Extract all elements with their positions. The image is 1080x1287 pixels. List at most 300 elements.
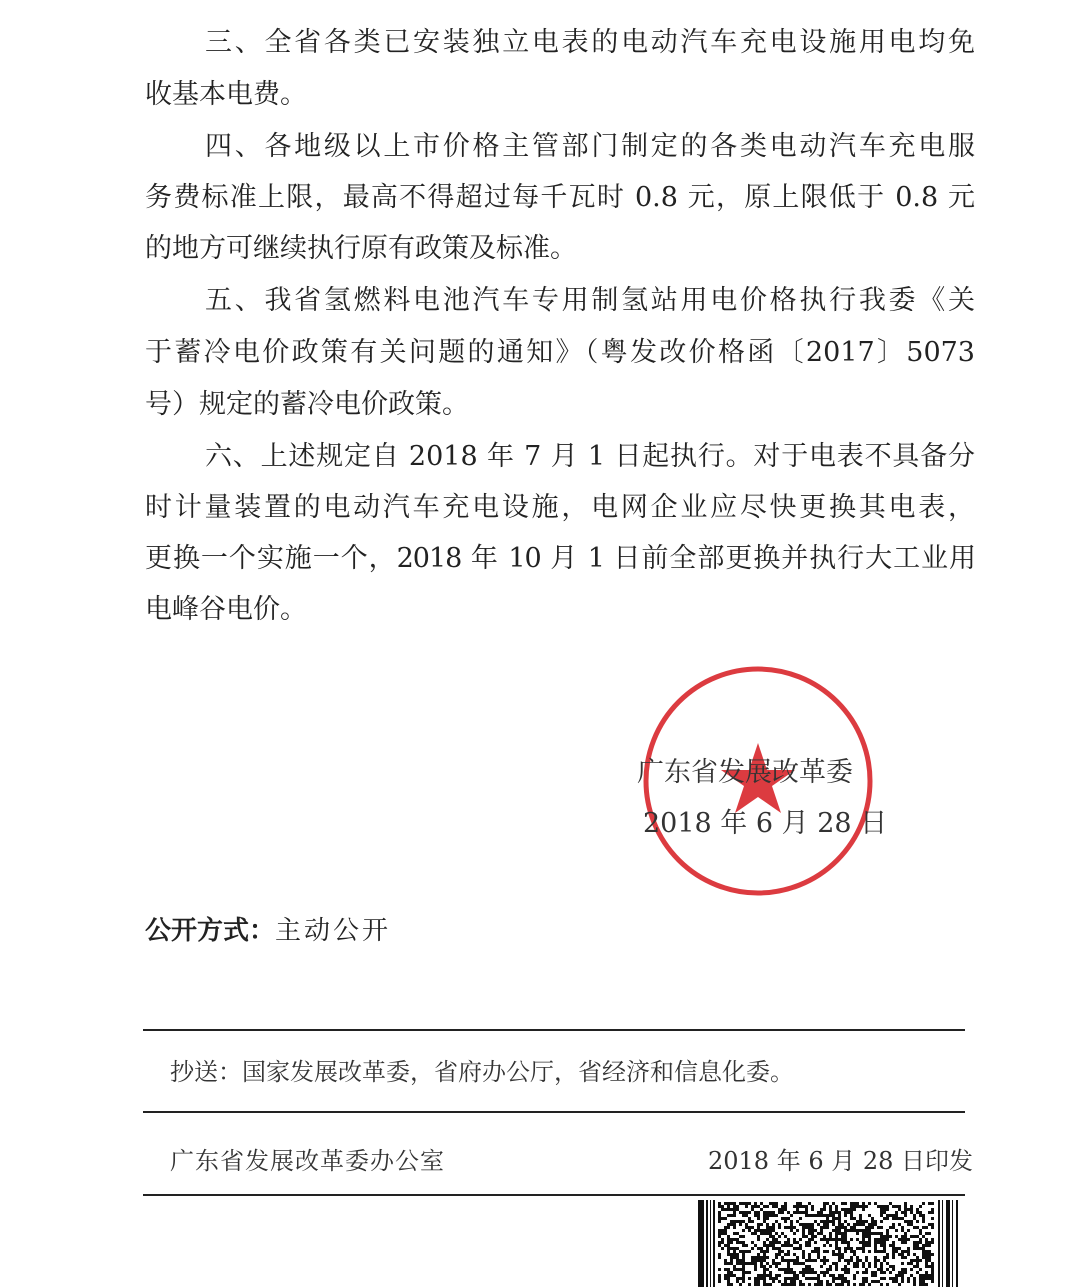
barcode-module [865, 1235, 868, 1238]
barcode-module [820, 1271, 823, 1274]
barcode-module [925, 1253, 928, 1256]
barcode-module [823, 1205, 826, 1208]
barcode-module [769, 1277, 772, 1280]
barcode-module [805, 1265, 808, 1268]
barcode-module [787, 1217, 790, 1220]
barcode-module [904, 1220, 907, 1223]
barcode-module [793, 1277, 796, 1280]
barcode-module [811, 1226, 814, 1229]
barcode-module [808, 1229, 811, 1232]
barcode-module [868, 1202, 871, 1205]
barcode-module [760, 1256, 763, 1259]
barcode-module [757, 1214, 760, 1217]
barcode-module [796, 1262, 799, 1265]
barcode-module [880, 1214, 883, 1217]
barcode-module [880, 1271, 883, 1274]
barcode-module [754, 1259, 757, 1262]
barcode-module [862, 1232, 865, 1235]
barcode-module [739, 1262, 742, 1265]
barcode-module [742, 1265, 745, 1268]
barcode-module [763, 1277, 766, 1280]
barcode-module [784, 1217, 787, 1220]
barcode-module [916, 1271, 919, 1274]
barcode-module [838, 1223, 841, 1226]
barcode-module [733, 1256, 736, 1259]
barcode-module [862, 1205, 865, 1208]
barcode-module [928, 1232, 931, 1235]
barcode-module [925, 1244, 928, 1247]
barcode-module [862, 1262, 865, 1265]
barcode-module [874, 1274, 877, 1277]
barcode-module [730, 1259, 733, 1262]
barcode-module [733, 1247, 736, 1250]
barcode-module [838, 1211, 841, 1214]
barcode-module [835, 1265, 838, 1268]
barcode-module [802, 1223, 805, 1226]
barcode-module [754, 1265, 757, 1268]
barcode-module [862, 1277, 865, 1280]
barcode-module [835, 1211, 838, 1214]
barcode-module [853, 1202, 856, 1205]
barcode-module [736, 1238, 739, 1241]
barcode-module [856, 1232, 859, 1235]
barcode-module [913, 1277, 916, 1280]
barcode-module [757, 1259, 760, 1262]
barcode-module [751, 1220, 754, 1223]
barcode-module [907, 1223, 910, 1226]
barcode-module [757, 1223, 760, 1226]
barcode-module [928, 1241, 931, 1244]
barcode-module [880, 1208, 883, 1211]
barcode-module [925, 1262, 928, 1265]
barcode-module [805, 1208, 808, 1211]
barcode-module [823, 1262, 826, 1265]
barcode-module [823, 1238, 826, 1241]
barcode-module [781, 1208, 784, 1211]
barcode-module [763, 1211, 766, 1214]
barcode-module [874, 1238, 877, 1241]
barcode-module [802, 1271, 805, 1274]
barcode-module [766, 1247, 769, 1250]
barcode-module [865, 1244, 868, 1247]
barcode-module [766, 1256, 769, 1259]
barcode-module [793, 1211, 796, 1214]
barcode-module [781, 1259, 784, 1262]
barcode-module [880, 1205, 883, 1208]
barcode-module [898, 1205, 901, 1208]
barcode-module [841, 1268, 844, 1271]
barcode-module [925, 1283, 928, 1286]
barcode-module [823, 1250, 826, 1253]
barcode-module [838, 1226, 841, 1229]
barcode-module [748, 1229, 751, 1232]
barcode-module [907, 1250, 910, 1253]
barcode-module [931, 1211, 934, 1214]
barcode-module [778, 1274, 781, 1277]
barcode-module [862, 1271, 865, 1274]
barcode-module [724, 1268, 727, 1271]
barcode-module [781, 1232, 784, 1235]
barcode-module [931, 1262, 934, 1265]
barcode-module [916, 1265, 919, 1268]
barcode-module [745, 1214, 748, 1217]
barcode-module [724, 1277, 727, 1280]
barcode-module [868, 1226, 871, 1229]
barcode-module [823, 1208, 826, 1211]
barcode-module [877, 1259, 880, 1262]
barcode-module [730, 1202, 733, 1205]
barcode-module [823, 1256, 826, 1259]
disclosure-label: 公开方式： [145, 916, 276, 946]
barcode-module [865, 1259, 868, 1262]
barcode-module [883, 1277, 886, 1280]
barcode-module [838, 1250, 841, 1253]
barcode-module [757, 1235, 760, 1238]
barcode-module [781, 1217, 784, 1220]
barcode-module [787, 1211, 790, 1214]
barcode-module [820, 1283, 823, 1286]
barcode-module [856, 1259, 859, 1262]
barcode-module [868, 1232, 871, 1235]
barcode-module [766, 1226, 769, 1229]
barcode-module [829, 1208, 832, 1211]
barcode-module [766, 1232, 769, 1235]
barcode-module [865, 1280, 868, 1283]
body-line: 的地方可继续执行原有政策及标准。 [145, 233, 577, 264]
barcode-module [913, 1226, 916, 1229]
barcode-module [727, 1205, 730, 1208]
barcode-module [919, 1211, 922, 1214]
barcode-module [874, 1220, 877, 1223]
barcode-module [754, 1244, 757, 1247]
barcode-module [793, 1271, 796, 1274]
barcode-module [874, 1256, 877, 1259]
barcode-module [931, 1277, 934, 1280]
barcode-module [802, 1229, 805, 1232]
barcode-module [916, 1256, 919, 1259]
barcode-module [775, 1238, 778, 1241]
barcode-module [733, 1205, 736, 1208]
barcode-module [871, 1217, 874, 1220]
barcode-module [817, 1247, 820, 1250]
barcode-module [919, 1268, 922, 1271]
barcode-module [823, 1214, 826, 1217]
barcode-module [829, 1274, 832, 1277]
barcode-module [730, 1271, 733, 1274]
barcode-module [916, 1247, 919, 1250]
barcode-module [772, 1247, 775, 1250]
barcode-module [799, 1238, 802, 1241]
barcode-module [766, 1283, 769, 1286]
barcode-module [847, 1244, 850, 1247]
barcode-module [931, 1268, 934, 1271]
barcode-module [826, 1280, 829, 1283]
barcode-module [832, 1229, 835, 1232]
barcode-module [832, 1223, 835, 1226]
barcode-module [883, 1271, 886, 1274]
barcode-module [850, 1250, 853, 1253]
barcode-module [838, 1253, 841, 1256]
barcode-module [841, 1226, 844, 1229]
barcode-module [730, 1238, 733, 1241]
barcode-module [766, 1229, 769, 1232]
barcode-module [829, 1214, 832, 1217]
divider [143, 1111, 965, 1113]
barcode-module [829, 1238, 832, 1241]
barcode-module [787, 1268, 790, 1271]
barcode-module [865, 1229, 868, 1232]
barcode-module [925, 1271, 928, 1274]
barcode-module [766, 1268, 769, 1271]
barcode-module [886, 1235, 889, 1238]
barcode-module [862, 1202, 865, 1205]
barcode-module [850, 1208, 853, 1211]
barcode-module [775, 1220, 778, 1223]
barcode-module [880, 1211, 883, 1214]
barcode-module [802, 1232, 805, 1235]
barcode-module [832, 1217, 835, 1220]
barcode-module [811, 1271, 814, 1274]
barcode-module [859, 1205, 862, 1208]
barcode-module [724, 1232, 727, 1235]
barcode-module [868, 1235, 871, 1238]
barcode-module [844, 1247, 847, 1250]
barcode-module [844, 1277, 847, 1280]
barcode-module [718, 1202, 721, 1205]
barcode-module [739, 1202, 742, 1205]
barcode-module [841, 1274, 844, 1277]
barcode-module [844, 1226, 847, 1229]
barcode-module [910, 1259, 913, 1262]
barcode-module [754, 1262, 757, 1265]
barcode-module [826, 1217, 829, 1220]
barcode-module [856, 1220, 859, 1223]
barcode-module [736, 1280, 739, 1283]
barcode-module [811, 1205, 814, 1208]
barcode-module [850, 1247, 853, 1250]
barcode-module [925, 1256, 928, 1259]
body-line: 五、我省氢燃料电池汽车专用制氢站用电价格执行我委《关 [205, 285, 975, 316]
barcode-module [928, 1202, 931, 1205]
barcode-module [745, 1226, 748, 1229]
barcode-module [892, 1277, 895, 1280]
barcode-module [910, 1211, 913, 1214]
barcode-module [919, 1247, 922, 1250]
barcode-module [820, 1259, 823, 1262]
barcode-module [883, 1250, 886, 1253]
barcode-module [856, 1205, 859, 1208]
barcode-module [889, 1226, 892, 1229]
barcode-module [739, 1235, 742, 1238]
barcode-module [942, 1200, 943, 1287]
barcode-module [763, 1232, 766, 1235]
barcode-module [853, 1265, 856, 1268]
barcode-module [730, 1256, 733, 1259]
barcode-module [850, 1211, 853, 1214]
barcode-module [805, 1244, 808, 1247]
barcode-module [793, 1226, 796, 1229]
barcode-module [829, 1235, 832, 1238]
barcode-module [796, 1202, 799, 1205]
barcode-module [796, 1241, 799, 1244]
barcode-module [853, 1229, 856, 1232]
barcode-module [919, 1274, 922, 1277]
barcode-module [787, 1283, 790, 1286]
barcode-module [802, 1226, 805, 1229]
barcode-module [865, 1241, 868, 1244]
barcode-module [760, 1208, 763, 1211]
barcode-module [898, 1238, 901, 1241]
barcode-module [820, 1265, 823, 1268]
barcode-module [814, 1241, 817, 1244]
barcode-module [718, 1220, 721, 1223]
barcode-module [778, 1250, 781, 1253]
barcode-module [790, 1229, 793, 1232]
barcode-module [916, 1262, 919, 1265]
barcode-module [871, 1226, 874, 1229]
barcode-module [874, 1280, 877, 1283]
barcode-module [931, 1280, 934, 1283]
barcode-module [769, 1241, 772, 1244]
body-line: 收基本电费。 [145, 79, 307, 110]
barcode-module [844, 1268, 847, 1271]
barcode-module [799, 1280, 802, 1283]
barcode-module [895, 1205, 898, 1208]
barcode-module [931, 1253, 934, 1256]
barcode-module [838, 1229, 841, 1232]
barcode-module [928, 1277, 931, 1280]
barcode-module [853, 1262, 856, 1265]
barcode-module [832, 1280, 835, 1283]
barcode-module [892, 1214, 895, 1217]
barcode-module [841, 1256, 844, 1259]
barcode-module [778, 1262, 781, 1265]
barcode-module [808, 1253, 811, 1256]
barcode-module [793, 1232, 796, 1235]
barcode-module [886, 1256, 889, 1259]
body-line: 电峰谷电价。 [145, 594, 307, 625]
barcode-module [907, 1208, 910, 1211]
barcode-module [877, 1205, 880, 1208]
barcode-module [742, 1262, 745, 1265]
barcode-module [922, 1217, 925, 1220]
barcode-module [931, 1202, 934, 1205]
barcode-module [784, 1241, 787, 1244]
barcode-module [847, 1271, 850, 1274]
barcode-module [892, 1250, 895, 1253]
barcode-module [904, 1211, 907, 1214]
barcode-module [745, 1271, 748, 1274]
barcode-module [742, 1271, 745, 1274]
barcode-module [733, 1274, 736, 1277]
barcode-module [718, 1211, 721, 1214]
body-line: 于蓄冷电价政策有关问题的通知》（粤发改价格函〔2017〕5073 [145, 337, 975, 368]
barcode-module [784, 1259, 787, 1262]
barcode-module [775, 1232, 778, 1235]
barcode-module [713, 1200, 715, 1287]
barcode-module [799, 1217, 802, 1220]
barcode-module [817, 1283, 820, 1286]
barcode-module [910, 1268, 913, 1271]
barcode-module [730, 1262, 733, 1265]
barcode-module [910, 1205, 913, 1208]
barcode-module [904, 1205, 907, 1208]
barcode-module [772, 1205, 775, 1208]
barcode-module [808, 1232, 811, 1235]
barcode-module [898, 1208, 901, 1211]
body-line: 时计量装置的电动汽车充电设施，电网企业应尽快更换其电表， [145, 492, 975, 523]
barcode-module [916, 1259, 919, 1262]
barcode-module [823, 1259, 826, 1262]
barcode-module [814, 1229, 817, 1232]
barcode-module [844, 1208, 847, 1211]
barcode-module [730, 1247, 733, 1250]
barcode-module [736, 1247, 739, 1250]
barcode-module [751, 1226, 754, 1229]
barcode-module [853, 1274, 856, 1277]
barcode-module [904, 1232, 907, 1235]
barcode-module [838, 1217, 841, 1220]
barcode-module [748, 1211, 751, 1214]
barcode-module [883, 1256, 886, 1259]
barcode-module [730, 1283, 733, 1286]
barcode-module [790, 1226, 793, 1229]
barcode-module [856, 1223, 859, 1226]
barcode-module [901, 1226, 904, 1229]
barcode-module [844, 1241, 847, 1244]
barcode-module [880, 1283, 883, 1286]
barcode-module [883, 1208, 886, 1211]
barcode-module [781, 1244, 784, 1247]
barcode-module [817, 1280, 820, 1283]
barcode-module [913, 1214, 916, 1217]
barcode-module [718, 1268, 721, 1271]
barcode-module [784, 1202, 787, 1205]
barcode-module [901, 1253, 904, 1256]
barcode-module [739, 1268, 742, 1271]
barcode-module [736, 1232, 739, 1235]
barcode-module [901, 1262, 904, 1265]
barcode-module [823, 1271, 826, 1274]
barcode-module [787, 1277, 790, 1280]
barcode-module [718, 1214, 721, 1217]
barcode-module [859, 1259, 862, 1262]
barcode-module [907, 1220, 910, 1223]
barcode-module [763, 1217, 766, 1220]
barcode-module [775, 1277, 778, 1280]
barcode-module [724, 1208, 727, 1211]
barcode-module [886, 1214, 889, 1217]
barcode-module [823, 1223, 826, 1226]
barcode-module [769, 1232, 772, 1235]
barcode-module [946, 1200, 950, 1287]
barcode-module [892, 1247, 895, 1250]
barcode-module [763, 1280, 766, 1283]
barcode-module [868, 1241, 871, 1244]
barcode-module [889, 1214, 892, 1217]
barcode-module [790, 1244, 793, 1247]
barcode-module [853, 1226, 856, 1229]
barcode-module [760, 1277, 763, 1280]
barcode-module [814, 1277, 817, 1280]
barcode-module [898, 1274, 901, 1277]
barcode-module [733, 1208, 736, 1211]
barcode-module [862, 1220, 865, 1223]
barcode-module [928, 1250, 931, 1253]
barcode-module [763, 1271, 766, 1274]
barcode-module [796, 1274, 799, 1277]
barcode-module [835, 1244, 838, 1247]
